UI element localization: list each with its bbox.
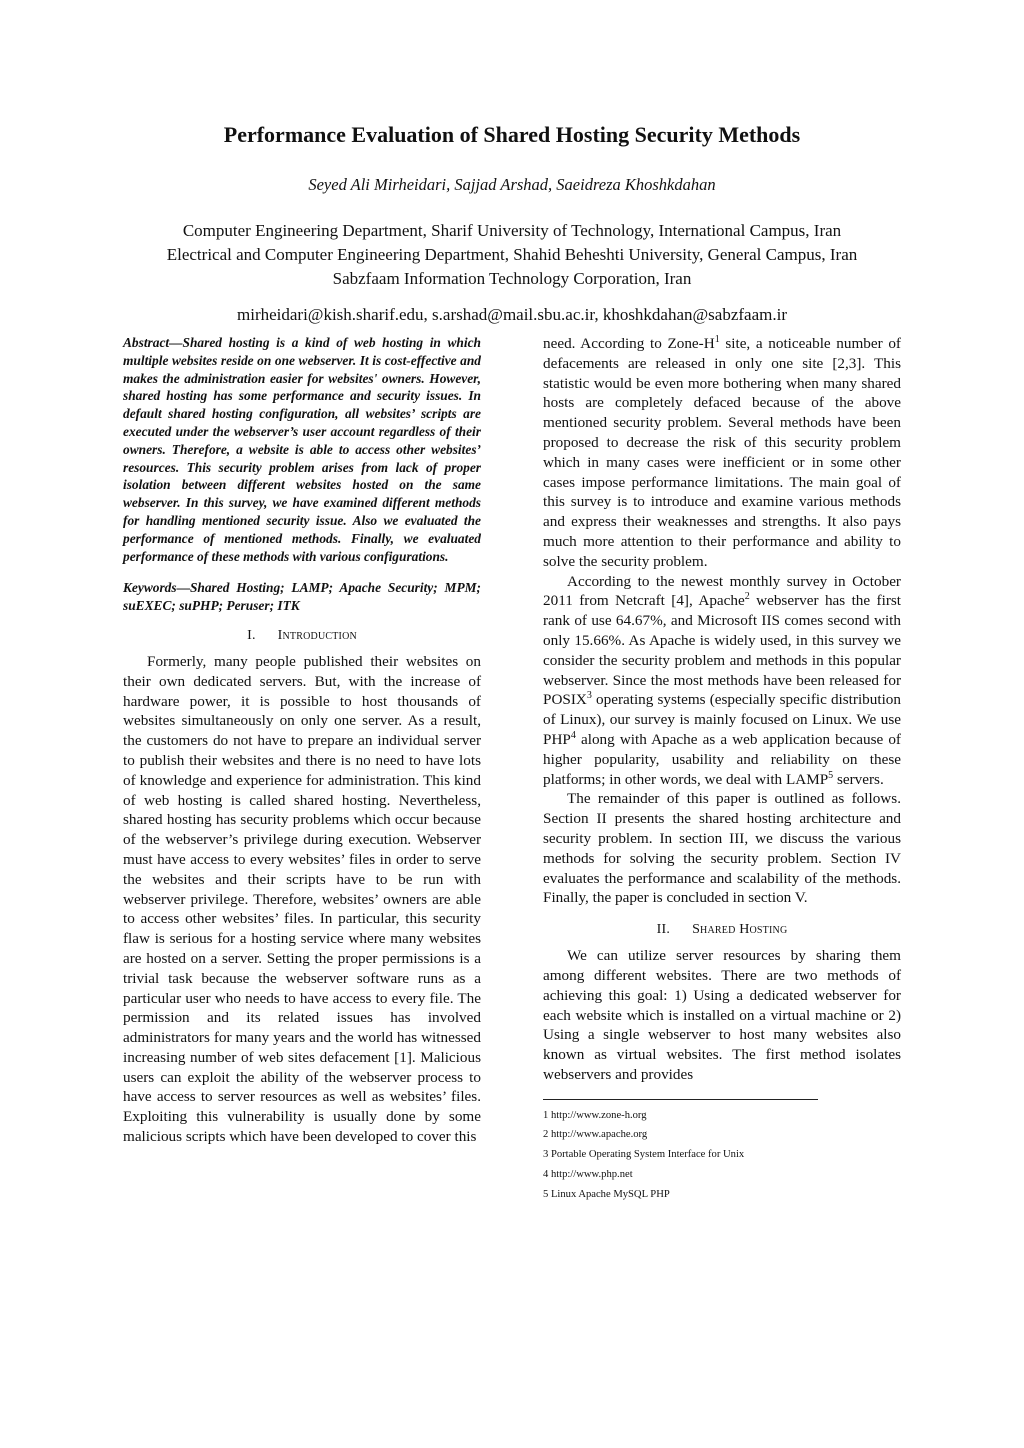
footnote-ref-2: 2	[744, 591, 750, 603]
keywords	[123, 579, 481, 615]
paragraph-continuation	[543, 334, 901, 572]
footnote-2: 2 http://www.apache.org	[543, 1129, 648, 1141]
text-run: webserver has the first rank of use 64.67%, and Microsoft IIS comes second with only 15.66%. As Apache is widely used, in this survey we consider the security problem and methods in this popular webserver. Since the most methods have been released for POSIX	[543, 592, 902, 709]
footnote-3: 3 Portable Operating System Interface for Unix	[543, 1149, 745, 1161]
footnote-ref-5: 5	[828, 769, 834, 781]
text-run: need. According to Zone-H	[543, 335, 715, 352]
text-run: servers.	[833, 770, 884, 788]
paragraph-netcraft	[543, 572, 901, 790]
section-number: I.	[247, 627, 256, 643]
text-run: site, a noticeable number of defacements are released in only one site [2,3]. This statistic would be even more bothering when many shared hosts are completely defaced because of the above mentioned security problem. Several methods have been proposed to decrease the risk of this security problem which in many cases were inefficient or in some other cases impose performance limitations. The main goal of this survey is to introduce and examine various methods and express their weaknesses and strengths. It also pays much more attention to their performance and ability to solve the security problem.	[543, 335, 901, 570]
keywords-lead: Keywords—	[123, 580, 190, 596]
left-column	[123, 334, 481, 1147]
abstract-lead: Abstract—	[123, 335, 183, 350]
affiliations	[0, 219, 1024, 291]
footnote-5: 5 Linux Apache MySQL PHP	[543, 1188, 670, 1200]
text-run: operating systems (especially specific distribution of Linux), our survey is mainly focused on Linux. We use PHP	[543, 691, 901, 748]
footnote-ref-4: 4	[570, 729, 576, 741]
email-addresses: mirheidari@kish.sharif.edu, s.arshad@mail.sbu.ac.ir, khoshkdahan@sabzfaam.ir	[237, 305, 787, 324]
affiliation-1: Computer Engineering Department, Sharif University of Technology, International Campus, Iran	[182, 221, 842, 240]
footnote-ref-3: 3	[586, 690, 592, 702]
footnote-4: 4 http://www.php.net	[543, 1169, 633, 1181]
paragraph-shared-hosting: We can utilize server resources by sharing them among different websites. There are two methods of achieving this goal: 1) Using a dedicated webserver for each website which is installed on a virtual machine or 2) Using a single webserver to host many websites also known as virtual websites. The first method isolates webservers and provides	[543, 947, 901, 1083]
paragraph-outline: The remainder of this paper is outlined as follows. Section II presents the shared hosting architecture and security problem. In section III, we discuss the various methods for solving the security problem. Section IV evaluates the performance and scalability of the methods. Finally, the paper is concluded in section V.	[543, 790, 901, 907]
footnote-divider	[543, 1099, 818, 1100]
footnote-ref-1: 1	[714, 333, 720, 345]
affiliation-3: Sabzfaam Information Technology Corporation, Iran	[332, 269, 692, 288]
text-run: According to the newest monthly survey in October 2011 from Netcraft [4], Apache	[543, 572, 901, 610]
affiliation-2: Electrical and Computer Engineering Department, Shahid Beheshti University, General Campus, Iran	[166, 245, 858, 264]
footnote-1: 1 http://www.zone-h.org	[543, 1109, 647, 1121]
keywords-text: Shared Hosting; LAMP; Apache Security; MPM; suEXEC; suPHP; Peruser; ITK	[123, 580, 481, 614]
intro-paragraph: Formerly, many people published their websites on their own dedicated servers. But, with the increase of hardware power, it is possible to host thousands of websites simultaneously on only one server. As a result, the customers do not have to prepare an individual server to publish their websites and there is no need to have lots of knowledge and experience for administration. This kind of web hosting is called shared hosting. Nevertheless, shared hosting has security problems which occur because of the webserver’s privilege during execution. Webserver must have access to every websites’ files in order to serve the websites and their scripts have to be run with webserver privilege. Therefore, websites’ owners are able to access other websites’ files. In particular, this security flaw is serious for a hosting service where many websites are hosted on a server. Setting the proper permissions is a trivial task because the webserver software runs as a particular user who needs to have access to every file. The permission and its related issues has involved administrators for many years and the world has witnessed increasing number of web sites defacement [1]. Malicious users can exploit the ability of the webserver process to have access to server resources as well as websites’ files. Exploiting this vulnerability is usually done by some malicious scripts which have been developed to cover this	[123, 652, 481, 1146]
text-run: along with Apache as a web application because of higher popularity, usability and reliability on these platforms; in other words, we deal with LAMP	[543, 730, 901, 788]
right-column	[543, 334, 901, 1205]
abstract-text: Shared hosting is a kind of web hosting in which multiple websites reside on one webserver. It is cost-effective and makes the administration easier for websites' owners. However, shared hosting has some performance and security issues. In default shared hosting configuration, all websites’ scripts are executed under the webserver’s user account regardless of their owners. Therefore, a website is able to access other websites’ resources. This security problem arises from lack of proper isolation between different websites hosted on the same webserver. In this survey, we have examined different methods for handling mentioned security issue. Also we evaluated the performance of mentioned methods. Finally, we evaluated performance of these methods with various configurations.	[123, 335, 481, 564]
section-heading-shared-hosting	[543, 922, 901, 938]
section-number: II.	[656, 922, 671, 938]
section-title: Introduction	[277, 627, 357, 643]
section-title: Shared Hosting	[692, 922, 788, 938]
abstract	[123, 334, 481, 565]
section-heading-introduction	[123, 628, 481, 644]
paper-title: Performance Evaluation of Shared Hosting Security Methods	[223, 122, 801, 147]
author-list: Seyed Ali Mirheidari, Sajjad Arshad, Saeidreza Khoshkdahan	[308, 175, 716, 194]
